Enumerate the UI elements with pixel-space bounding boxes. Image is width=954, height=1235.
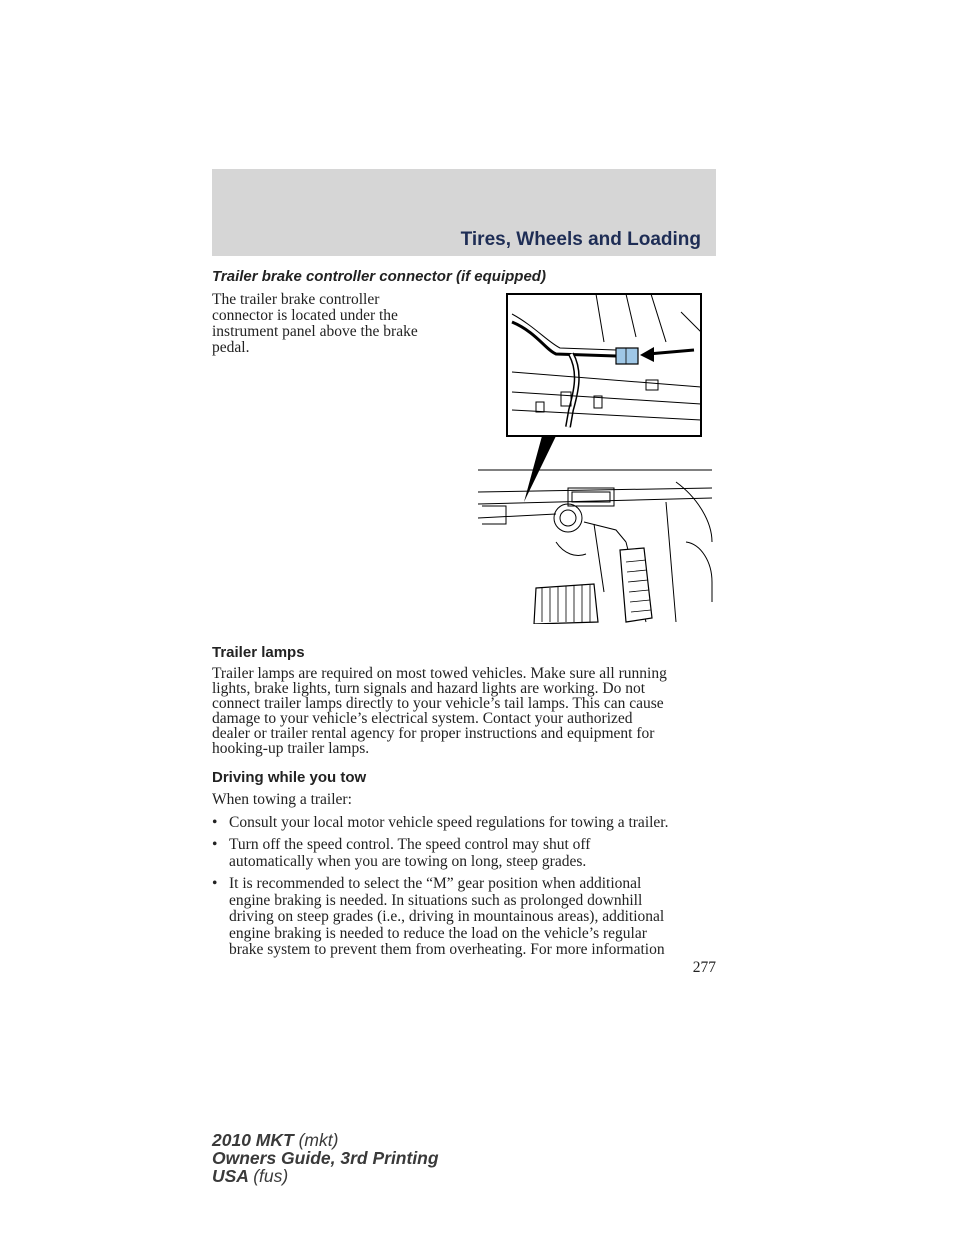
text-line: It is recommended to select the “M” gear position when additional: [229, 875, 642, 892]
footer-market-code: (fus): [253, 1166, 289, 1186]
connector-heading: Trailer brake controller connector (if equipped): [212, 268, 546, 285]
text-line: hooking-up trailer lamps.: [212, 740, 370, 757]
chapter-header: [212, 169, 716, 256]
text-line: Trailer lamps are required on most towed vehicles. Make sure all running: [212, 665, 667, 682]
footer-line: [212, 1167, 439, 1185]
text-line: pedal.: [212, 339, 250, 356]
text-line: lights, brake lights, turn signals and hazard lights are working. Do not: [212, 680, 646, 697]
footer-line: [212, 1131, 439, 1149]
trailer-lamps-heading: Trailer lamps: [212, 644, 305, 661]
text-line: automatically when you are towing on long, steep grades.: [229, 852, 587, 870]
text-line: damage to your vehicle’s electrical system. Contact your authorized: [212, 710, 633, 727]
text-line: connector is located under the: [212, 307, 398, 324]
footer-model-code: (mkt): [298, 1130, 339, 1150]
text-line: brake system to prevent them from overheating. For more information: [229, 941, 665, 958]
connector-paragraph: [212, 292, 418, 356]
text-line: Consult your local motor vehicle speed regulations for towing a trailer.: [229, 814, 669, 831]
connector-highlight: [616, 348, 638, 364]
text-line: instrument panel above the brake: [212, 323, 418, 340]
text-line: Turn off the speed control. The speed control may shut off: [229, 836, 591, 853]
text-line: engine braking is needed. In situations such as prolonged downhill: [229, 891, 643, 909]
text-line: driving on steep grades (i.e., driving in mountainous areas), additional: [229, 908, 665, 925]
page-number: 277: [692, 959, 716, 976]
bullet-glyph: •: [212, 814, 218, 831]
driving-intro: When towing a trailer:: [212, 791, 352, 808]
brake-pedal: [534, 584, 598, 624]
chapter-title: Tires, Wheels and Loading: [460, 229, 701, 250]
accelerator-pedal: [620, 548, 652, 622]
bullet-glyph: •: [212, 875, 218, 892]
footer-edition: Owners Guide, 3rd Printing: [212, 1148, 439, 1168]
text-line: The trailer brake controller: [212, 291, 380, 308]
connector-illustration: [476, 292, 716, 624]
text-line: dealer or trailer rental agency for proper instructions and equipment for: [212, 725, 655, 742]
trailer-lamps-paragraph: [212, 666, 667, 756]
footer-market: USA: [212, 1166, 249, 1186]
text-line: engine braking is needed to reduce the load on the vehicle’s regular: [229, 924, 647, 942]
footer-model: 2010 MKT: [212, 1130, 294, 1150]
text-line: connect trailer lamps directly to your vehicle’s tail lamps. This can cause: [212, 695, 664, 712]
document-footer: [212, 1131, 439, 1185]
callout-pointer: [524, 436, 556, 502]
bullet-glyph: •: [212, 836, 218, 853]
driving-heading: Driving while you tow: [212, 769, 367, 786]
